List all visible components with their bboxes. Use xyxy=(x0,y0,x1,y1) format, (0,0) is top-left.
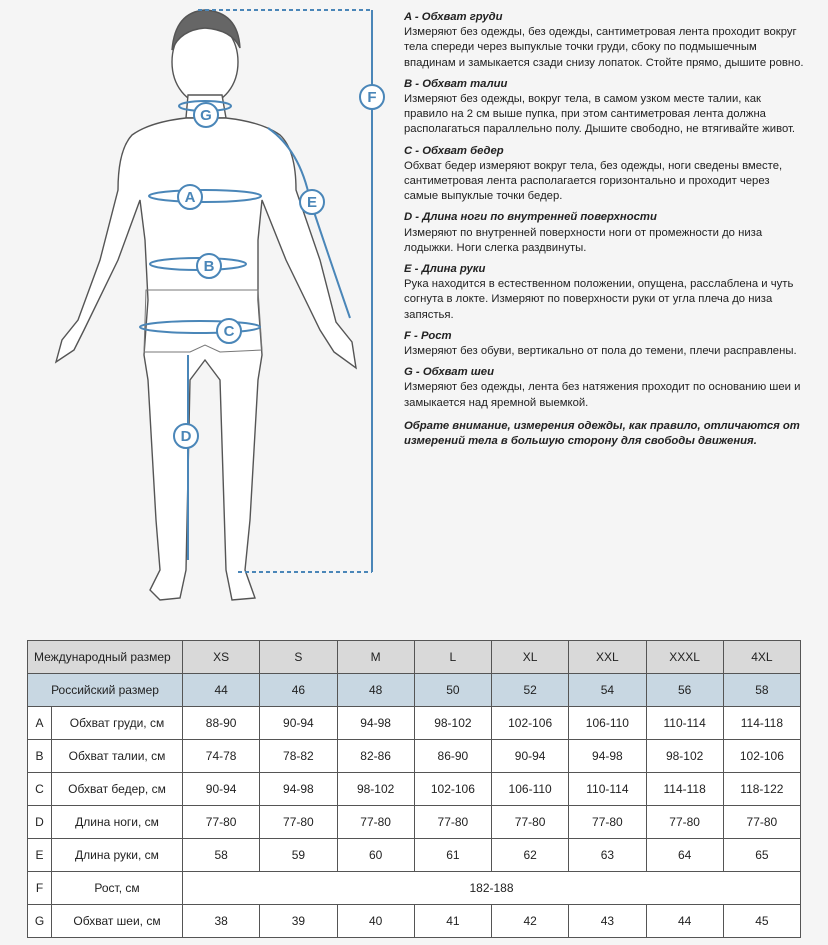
size-cell: 4XL xyxy=(723,641,800,674)
value-cell: 77-80 xyxy=(492,806,569,839)
value-cell: 110-114 xyxy=(569,773,646,806)
merged-value-cell: 182-188 xyxy=(183,872,801,905)
marker-f xyxy=(360,85,384,109)
marker-g xyxy=(194,103,218,127)
svg-text:F: F xyxy=(367,89,377,106)
row-letter: C xyxy=(28,773,52,806)
value-cell: 118-122 xyxy=(723,773,800,806)
size-cell: S xyxy=(260,641,337,674)
rus-size-cell: 56 xyxy=(646,674,723,707)
value-cell: 65 xyxy=(723,839,800,872)
value-cell: 62 xyxy=(492,839,569,872)
value-cell: 45 xyxy=(723,905,800,938)
value-cell: 102-106 xyxy=(492,707,569,740)
row-label: Длина руки, см xyxy=(52,839,183,872)
value-cell: 63 xyxy=(569,839,646,872)
value-cell: 90-94 xyxy=(260,707,337,740)
note: Обрате внимание, измерения одежды, как правило, отличаются от измерений тела в большую сторону для свободы движения. xyxy=(404,419,800,448)
value-cell: 39 xyxy=(260,905,337,938)
instruction-title: C - Обхват бедер xyxy=(404,144,504,157)
instruction-text: Измеряют без обуви, вертикально от пола до темени, плечи расправлены. xyxy=(404,345,797,358)
size-cell: XL xyxy=(492,641,569,674)
russian-size-row xyxy=(28,674,801,707)
body-measurement-figure xyxy=(0,0,400,615)
instruction-text: Обхват бедер измеряют вокруг тела, без одежды, ноги сведены вместе, сантиметровая лента располагается горизонтально и проходит через самые выпуклые точки бедер. xyxy=(404,159,783,203)
instruction-title: D - Длина ноги по внутренней поверхности xyxy=(404,211,657,224)
value-cell: 98-102 xyxy=(414,707,491,740)
instruction-title: E - Длина руки xyxy=(404,263,486,276)
row-letter: F xyxy=(28,872,52,905)
size-cell: L xyxy=(414,641,491,674)
svg-text:C: C xyxy=(223,323,235,340)
value-cell: 59 xyxy=(260,839,337,872)
value-cell: 98-102 xyxy=(337,773,414,806)
value-cell: 94-98 xyxy=(337,707,414,740)
value-cell: 38 xyxy=(183,905,260,938)
svg-text:D: D xyxy=(180,428,192,445)
value-cell: 114-118 xyxy=(646,773,723,806)
value-cell: 61 xyxy=(414,839,491,872)
row-label: Обхват груди, см xyxy=(52,707,183,740)
measurement-instructions xyxy=(404,10,804,449)
row-label: Рост, см xyxy=(52,872,183,905)
instruction-d xyxy=(404,210,804,256)
table-row xyxy=(28,905,801,938)
size-cell: M xyxy=(337,641,414,674)
instruction-text: Измеряют без одежды, без одежды, сантиметровая лента проходит вокруг тела спереди через выпуклые точки груди, сбоку по подмышечным впадинам и замыкается сзади снизу лопаток. Стойте прямо, дышите ровно. xyxy=(404,26,804,69)
value-cell: 77-80 xyxy=(569,806,646,839)
russian-size-label: Российский размер xyxy=(28,674,183,707)
value-cell: 102-106 xyxy=(723,740,800,773)
marker-b xyxy=(197,254,221,278)
value-cell: 98-102 xyxy=(646,740,723,773)
value-cell: 94-98 xyxy=(260,773,337,806)
table-row xyxy=(28,740,801,773)
instruction-f xyxy=(404,329,804,359)
value-cell: 114-118 xyxy=(723,707,800,740)
marker-e xyxy=(300,190,324,214)
rus-size-cell: 48 xyxy=(337,674,414,707)
value-cell: 77-80 xyxy=(260,806,337,839)
size-cell: XXL xyxy=(569,641,646,674)
value-cell: 106-110 xyxy=(492,773,569,806)
value-cell: 74-78 xyxy=(183,740,260,773)
row-letter: A xyxy=(28,707,52,740)
international-size-label: Международный размер xyxy=(28,641,183,674)
value-cell: 78-82 xyxy=(260,740,337,773)
marker-d xyxy=(174,424,198,448)
value-cell: 86-90 xyxy=(414,740,491,773)
table-header-row xyxy=(28,641,801,674)
instruction-title: B - Обхват талии xyxy=(404,77,508,90)
value-cell: 82-86 xyxy=(337,740,414,773)
value-cell: 106-110 xyxy=(569,707,646,740)
value-cell: 58 xyxy=(183,839,260,872)
value-cell: 40 xyxy=(337,905,414,938)
row-label: Обхват бедер, см xyxy=(52,773,183,806)
rus-size-cell: 50 xyxy=(414,674,491,707)
value-cell: 77-80 xyxy=(337,806,414,839)
size-cell: XS xyxy=(183,641,260,674)
rus-size-cell: 52 xyxy=(492,674,569,707)
instruction-a xyxy=(404,10,804,71)
rus-size-cell: 46 xyxy=(260,674,337,707)
marker-c xyxy=(217,319,241,343)
size-table xyxy=(27,640,801,938)
svg-text:A: A xyxy=(184,189,196,206)
row-label: Обхват шеи, см xyxy=(52,905,183,938)
value-cell: 94-98 xyxy=(569,740,646,773)
instruction-title: A - Обхват груди xyxy=(404,11,503,23)
value-cell: 64 xyxy=(646,839,723,872)
instruction-title: G - Обхват шеи xyxy=(404,366,494,379)
row-label: Длина ноги, см xyxy=(52,806,183,839)
svg-text:G: G xyxy=(200,107,212,124)
value-cell: 102-106 xyxy=(414,773,491,806)
rus-size-cell: 44 xyxy=(183,674,260,707)
row-letter: E xyxy=(28,839,52,872)
row-label: Обхват талии, см xyxy=(52,740,183,773)
instruction-c xyxy=(404,144,804,205)
table-row xyxy=(28,707,801,740)
table-row xyxy=(28,806,801,839)
value-cell: 41 xyxy=(414,905,491,938)
value-cell: 60 xyxy=(337,839,414,872)
table-row xyxy=(28,773,801,806)
row-letter: G xyxy=(28,905,52,938)
svg-text:B: B xyxy=(203,258,215,275)
row-letter: D xyxy=(28,806,52,839)
table-row xyxy=(28,872,801,905)
value-cell: 44 xyxy=(646,905,723,938)
instruction-text: Измеряют без одежды, лента без натяжения проходит по основанию шеи и замыкается над яремной выемкой. xyxy=(404,381,801,409)
value-cell: 43 xyxy=(569,905,646,938)
instruction-text: Измеряют по внутренней поверхности ноги от промежности до низа лодыжки. Ноги слегка раздвинуты. xyxy=(404,226,763,254)
value-cell: 90-94 xyxy=(492,740,569,773)
value-cell: 110-114 xyxy=(646,707,723,740)
instruction-b xyxy=(404,77,804,138)
value-cell: 42 xyxy=(492,905,569,938)
instruction-e xyxy=(404,262,804,323)
instruction-text: Измеряют без одежды, вокруг тела, в самом узком месте талии, как правило на 2 см выше пупка, при этом сантиметровая лента должна располагаться параллельно полу. Дышите свободно, не втягивайте живот. xyxy=(404,93,796,136)
value-cell: 77-80 xyxy=(723,806,800,839)
marker-a xyxy=(178,185,202,209)
svg-text:E: E xyxy=(306,194,318,211)
row-letter: B xyxy=(28,740,52,773)
value-cell: 77-80 xyxy=(414,806,491,839)
rus-size-cell: 54 xyxy=(569,674,646,707)
table-row xyxy=(28,839,801,872)
value-cell: 77-80 xyxy=(646,806,723,839)
rus-size-cell: 58 xyxy=(723,674,800,707)
instruction-text: Рука находится в естественном положении, опущена, расслаблена и чуть согнута в локте. Измеряют по поверхности руки от угла плеча до низа запястья. xyxy=(404,278,794,321)
size-cell: XXXL xyxy=(646,641,723,674)
value-cell: 77-80 xyxy=(183,806,260,839)
value-cell: 90-94 xyxy=(183,773,260,806)
instruction-g xyxy=(404,365,804,411)
value-cell: 88-90 xyxy=(183,707,260,740)
instruction-title: F - Рост xyxy=(404,329,452,342)
